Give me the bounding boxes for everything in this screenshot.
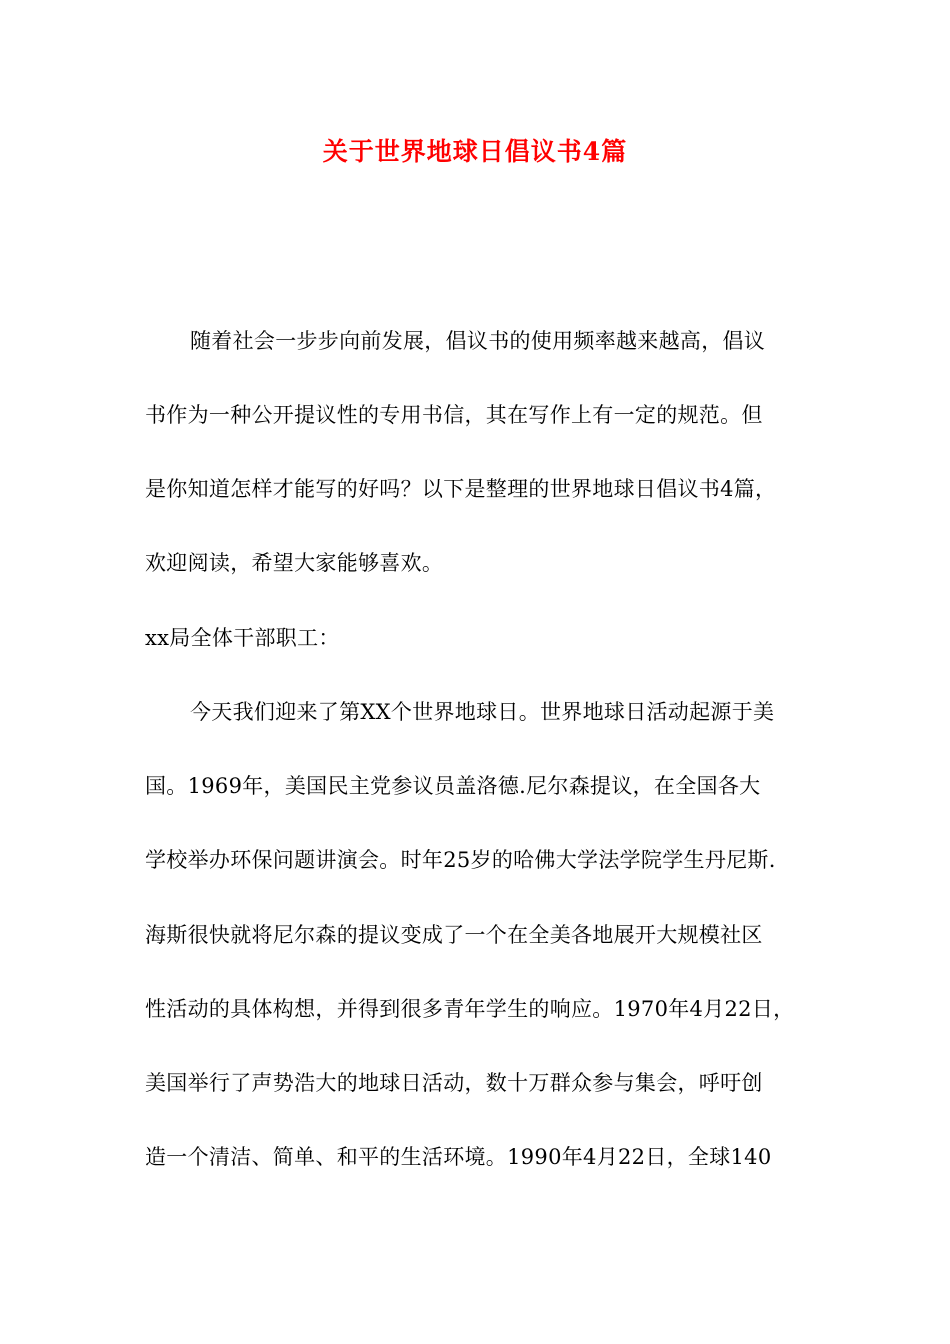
paragraph-line: 造一个清洁、简单、和平的生活环境。1990年4月22日，全球140 [145, 1145, 772, 1169]
salutation-line: xx局全体干部职工： [145, 626, 340, 650]
document-title: 关于世界地球日倡议书4篇 [322, 137, 628, 166]
paragraph-line: 今天我们迎来了第XX个世界地球日。世界地球日活动起源于美 [190, 700, 775, 724]
paragraph-line: 随着社会一步步向前发展，倡议书的使用频率越来越高，倡议 [190, 329, 766, 353]
paragraph-line: 国。1969年，美国民主党参议员盖洛德.尼尔森提议，在全国各大 [145, 774, 761, 798]
paragraph-line: 书作为一种公开提议性的专用书信，其在写作上有一定的规范。但 [145, 403, 763, 427]
paragraph-line: 是你知道怎样才能写的好吗？以下是整理的世界地球日倡议书4篇， [145, 477, 777, 501]
paragraph-line: 性活动的具体构想，并得到很多青年学生的响应。1970年4月22日， [145, 997, 795, 1021]
paragraph-line: 学校举办环保问题讲演会。时年25岁的哈佛大学法学院学生丹尼斯. [145, 848, 776, 872]
paragraph-line: 海斯很快就将尼尔森的提议变成了一个在全美各地展开大规模社区 [145, 923, 763, 947]
paragraph-line: 美国举行了声势浩大的地球日活动，数十万群众参与集会，呼吁创 [145, 1071, 763, 1095]
paragraph-line: 欢迎阅读，希望大家能够喜欢。 [145, 551, 444, 575]
